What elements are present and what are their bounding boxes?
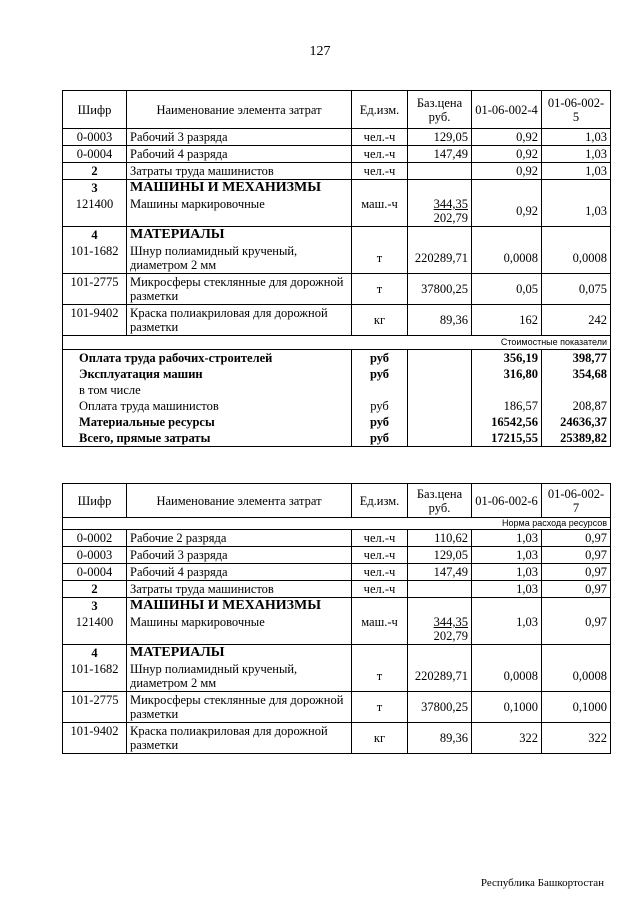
resource-table-1 [62, 90, 611, 447]
row-code: 0-0004 [63, 146, 127, 163]
summary-value1: 16542,56 [472, 414, 542, 430]
section-title: МАШИНЫ И МЕХАНИЗМЫ [127, 598, 352, 615]
row-value1: 0,0008 [472, 661, 542, 692]
header-unit: Ед.изм. [352, 91, 408, 129]
summary-name: Оплата труда рабочих-строителей [63, 350, 352, 367]
summary-value2: 354,68 [542, 366, 611, 382]
row-code: 2 [63, 163, 127, 180]
section-row [63, 645, 611, 662]
row-code: 101-9402 [63, 723, 127, 754]
summary-name: Всего, прямые затраты [63, 430, 352, 447]
summary-unit: руб [352, 430, 408, 447]
row-value2: 0,97 [542, 614, 611, 645]
summary-row [63, 414, 611, 430]
subheader-row [63, 518, 611, 530]
row-price: 89,36 [408, 723, 472, 754]
row-unit: чел.-ч [352, 581, 408, 598]
row-name: Рабочий 3 разряда [127, 547, 352, 564]
row-price: 147,49 [408, 146, 472, 163]
row-code: 101-1682 [63, 661, 127, 692]
row-unit: кг [352, 723, 408, 754]
row-code: 0-0002 [63, 530, 127, 547]
summary-row [63, 366, 611, 382]
page-number: 127 [309, 44, 331, 59]
row-value2: 0,97 [542, 530, 611, 547]
row-price-machinist: 202,79 [433, 211, 468, 225]
header-col2: 01-06-002-7 [542, 484, 611, 518]
row-value1: 322 [472, 723, 542, 754]
row-price: 220289,71 [408, 661, 472, 692]
row-unit: т [352, 661, 408, 692]
table-row [63, 196, 611, 227]
summary-row [63, 398, 611, 414]
row-value2: 0,0008 [542, 243, 611, 274]
header-code: Шифр [63, 91, 127, 129]
section-row [63, 227, 611, 244]
row-value1: 1,03 [472, 614, 542, 645]
norm-subheader: Норма расхода ресурсов [63, 518, 611, 530]
row-name: Шнур полиамидный крученый, диаметром 2 мм [127, 243, 352, 274]
row-unit: чел.-ч [352, 547, 408, 564]
header-price: Баз.цена руб. [408, 91, 472, 129]
row-code: 0-0003 [63, 547, 127, 564]
row-value1: 0,1000 [472, 692, 542, 723]
summary-row [63, 350, 611, 367]
table-row [63, 661, 611, 692]
row-value1: 0,05 [472, 274, 542, 305]
table-row [63, 146, 611, 163]
summary-unit: руб [352, 350, 408, 367]
summary-header: Стоимостные показатели [63, 336, 611, 350]
table-row [63, 243, 611, 274]
table-row [63, 581, 611, 598]
row-code: 0-0003 [63, 129, 127, 146]
row-name: Затраты труда машинистов [127, 163, 352, 180]
row-code: 101-2775 [63, 692, 127, 723]
row-unit: маш.-ч [352, 614, 408, 645]
table-row [63, 163, 611, 180]
section-row [63, 598, 611, 615]
row-code: 2 [63, 581, 127, 598]
table-row [63, 564, 611, 581]
table-row [63, 305, 611, 336]
table-header-row [63, 484, 611, 518]
row-price [408, 163, 472, 180]
row-price: 89,36 [408, 305, 472, 336]
summary-value1: 186,57 [472, 398, 542, 414]
row-unit: чел.-ч [352, 530, 408, 547]
row-value1: 0,92 [472, 163, 542, 180]
section-row [63, 180, 611, 197]
summary-name: Материальные ресурсы [63, 414, 352, 430]
row-value2: 0,97 [542, 547, 611, 564]
summary-name: Оплата труда машинистов [63, 398, 352, 414]
row-unit: т [352, 692, 408, 723]
row-code: 121400 [63, 614, 127, 645]
footer-region: Республика Башкортостан [480, 877, 604, 889]
header-name: Наименование элемента затрат [127, 484, 352, 518]
header-name: Наименование элемента затрат [127, 91, 352, 129]
table-row [63, 547, 611, 564]
table-row [63, 274, 611, 305]
header-col1: 01-06-002-4 [472, 91, 542, 129]
section-code: 4 [63, 645, 127, 662]
row-code: 101-2775 [63, 274, 127, 305]
table-row [63, 530, 611, 547]
row-name: Рабочие 2 разряда [127, 530, 352, 547]
row-code: 101-1682 [63, 243, 127, 274]
row-value2: 322 [542, 723, 611, 754]
row-value1: 0,92 [472, 129, 542, 146]
summary-row [63, 382, 611, 398]
summary-value1: 17215,55 [472, 430, 542, 447]
row-unit: чел.-ч [352, 146, 408, 163]
row-value2: 0,0008 [542, 661, 611, 692]
row-unit: маш.-ч [352, 196, 408, 227]
row-price [408, 581, 472, 598]
row-value2: 0,075 [542, 274, 611, 305]
row-price: 129,05 [408, 547, 472, 564]
summary-value2: 208,87 [542, 398, 611, 414]
row-name: Рабочий 4 разряда [127, 146, 352, 163]
row-name: Рабочий 4 разряда [127, 564, 352, 581]
table-row [63, 723, 611, 754]
section-title: МАШИНЫ И МЕХАНИЗМЫ [127, 180, 352, 197]
row-value1: 1,03 [472, 530, 542, 547]
row-value2: 0,97 [542, 564, 611, 581]
section-code: 3 [63, 180, 127, 197]
row-unit: чел.-ч [352, 163, 408, 180]
row-price: 129,05 [408, 129, 472, 146]
summary-name: в том числе [63, 382, 352, 398]
row-code: 101-9402 [63, 305, 127, 336]
section-title: МАТЕРИАЛЫ [127, 227, 352, 244]
row-value2: 0,97 [542, 581, 611, 598]
row-price: 220289,71 [408, 243, 472, 274]
summary-row [63, 430, 611, 447]
row-value2: 1,03 [542, 163, 611, 180]
summary-unit: руб [352, 398, 408, 414]
row-value1: 162 [472, 305, 542, 336]
row-price: 37800,25 [408, 274, 472, 305]
summary-unit: руб [352, 366, 408, 382]
row-value1: 0,92 [472, 146, 542, 163]
row-name: Машины маркировочные [127, 196, 352, 227]
row-value2: 1,03 [542, 146, 611, 163]
header-price: Баз.цена руб. [408, 484, 472, 518]
row-name: Микросферы стеклянные для дорожной разметки [127, 692, 352, 723]
row-price: 344,35 [433, 197, 468, 211]
resource-table-2 [62, 483, 611, 754]
row-name: Микросферы стеклянные для дорожной разметки [127, 274, 352, 305]
summary-name: Эксплуатация машин [63, 366, 352, 382]
row-code: 121400 [63, 196, 127, 227]
row-value2: 1,03 [542, 129, 611, 146]
row-name: Шнур полиамидный крученый, диаметром 2 мм [127, 661, 352, 692]
row-value1: 1,03 [472, 547, 542, 564]
table-row [63, 129, 611, 146]
row-value1: 1,03 [472, 581, 542, 598]
row-unit: кг [352, 305, 408, 336]
section-title: МАТЕРИАЛЫ [127, 645, 352, 662]
row-unit: чел.-ч [352, 129, 408, 146]
summary-unit: руб [352, 414, 408, 430]
row-price: 37800,25 [408, 692, 472, 723]
header-unit: Ед.изм. [352, 484, 408, 518]
row-value1: 1,03 [472, 564, 542, 581]
row-price: 147,49 [408, 564, 472, 581]
row-name: Краска полиакриловая для дорожной разметки [127, 723, 352, 754]
row-code: 0-0004 [63, 564, 127, 581]
row-unit: т [352, 243, 408, 274]
table-row [63, 692, 611, 723]
summary-value2: 25389,82 [542, 430, 611, 447]
row-name: Машины маркировочные [127, 614, 352, 645]
header-code: Шифр [63, 484, 127, 518]
summary-header-row [63, 336, 611, 350]
row-value2: 0,1000 [542, 692, 611, 723]
table-header-row [63, 91, 611, 129]
row-unit: т [352, 274, 408, 305]
row-value2: 242 [542, 305, 611, 336]
row-value2: 1,03 [542, 196, 611, 227]
row-name: Краска полиакриловая для дорожной разметки [127, 305, 352, 336]
summary-value2: 398,77 [542, 350, 611, 367]
row-name: Затраты труда машинистов [127, 581, 352, 598]
row-price: 344,35 [433, 615, 468, 629]
summary-value1: 316,80 [472, 366, 542, 382]
section-code: 3 [63, 598, 127, 615]
header-col2: 01-06-002-5 [542, 91, 611, 129]
summary-value2: 24636,37 [542, 414, 611, 430]
row-value1: 0,0008 [472, 243, 542, 274]
row-unit: чел.-ч [352, 564, 408, 581]
row-price-machinist: 202,79 [433, 629, 468, 643]
row-value1: 0,92 [472, 196, 542, 227]
summary-value1: 356,19 [472, 350, 542, 367]
row-price: 110,62 [408, 530, 472, 547]
table-row [63, 614, 611, 645]
header-col1: 01-06-002-6 [472, 484, 542, 518]
row-name: Рабочий 3 разряда [127, 129, 352, 146]
section-code: 4 [63, 227, 127, 244]
